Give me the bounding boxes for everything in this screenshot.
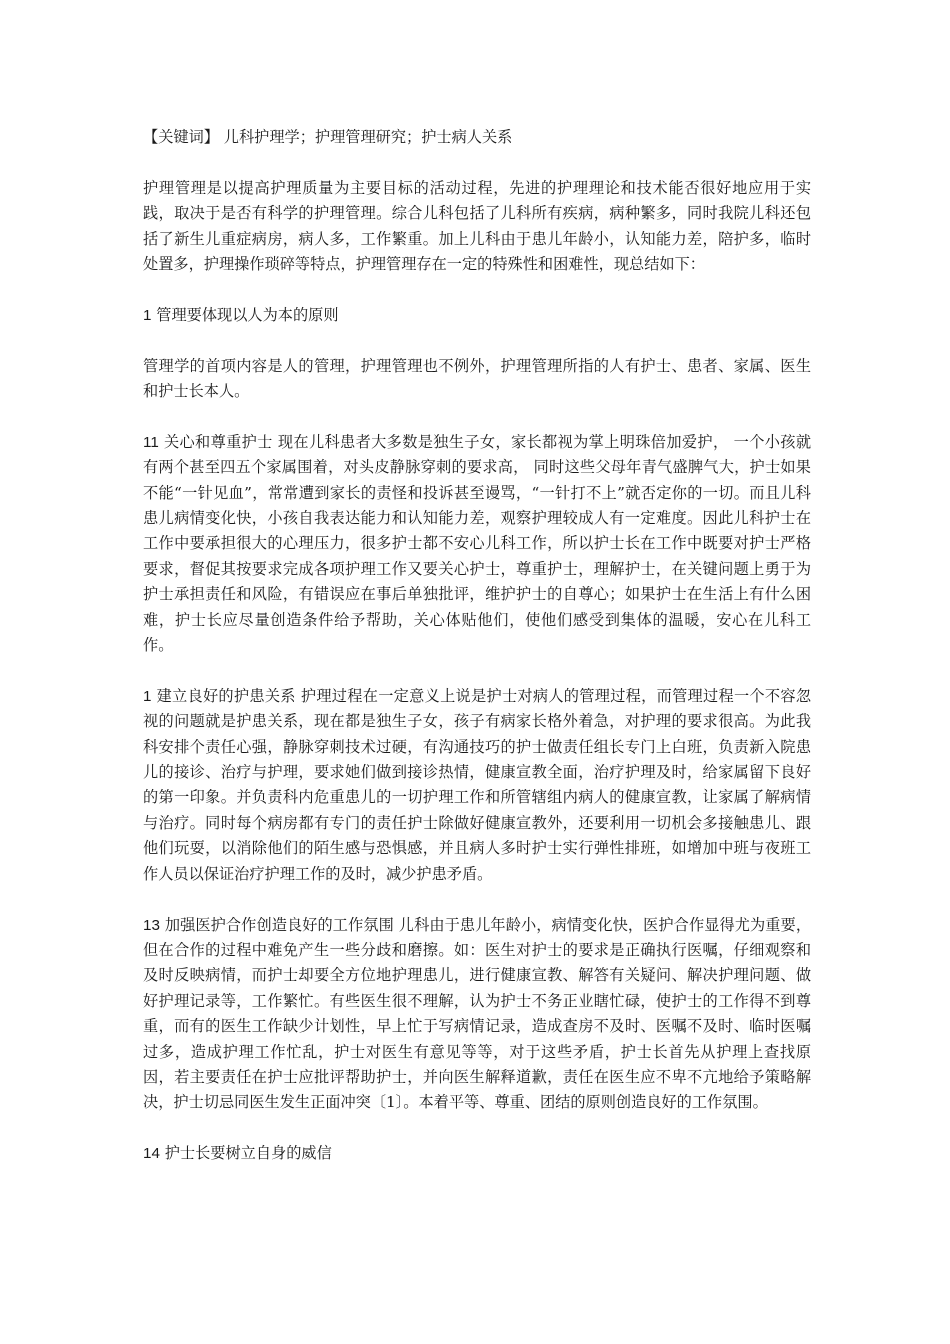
section-1-1-text: 现在儿科患者大多数是独生子女，家长都视为掌上明珠倍加爱护， 一个小孩就有两个甚至四五个家属围着，对头皮静脉穿刺的要求高， 同时这些父母年青气盛脾气大，护士如果不能“一针见血”，常常遭到家长的责怪和投诉甚至谩骂，“一针打不上”就否定你的一切。而且儿科患儿病情变化快，小孩自我表达能力和认知能力差，观察护理较成人有一定难度。因此儿科护士在工作中要承担很大的心理压力，很多护士都不安心儿科工作，所以护士长在工作中既要对护士严格要求，督促其按要求完成各项护理工作又要关心护士，尊重护士，理解护士，在关键问题上勇于为护士承担责任和风险，有错误应在事后单独批评，维护护士的自尊心；如果护士在生活上有什么困难，护士长应尽量创造条件给予帮助，关心体贴他们，使他们感受到集体的温暖，安心在儿科工作。 bbox=[143, 432, 812, 655]
section-1-3-number: 13 bbox=[143, 916, 160, 934]
intro-paragraph: 护理管理是以提高护理质量为主要目标的活动过程，先进的护理理论和技术能否很好地应用于实践，取决于是否有科学的护理管理。综合儿科包括了儿科所有疾病，病种繁多，同时我院儿科还包括了新生儿重症病房，病人多，工作繁重。加上儿科由于患儿年龄小，认知能力差，陪护多，临时处置多，护理操作琐碎等特点，护理管理存在一定的特殊性和困难性，现总结如下： bbox=[143, 178, 811, 274]
section-1-4-number: 14 bbox=[143, 1145, 160, 1163]
section-1-heading bbox=[143, 303, 811, 328]
section-1-paragraph: 管理学的首项内容是人的管理，护理管理也不例外，护理管理所指的人有护士、患者、家属、医生和护士长本人。 bbox=[143, 356, 811, 401]
section-1-3-paragraph bbox=[143, 913, 811, 1116]
section-1-1-title: 关心和尊重护士 bbox=[163, 432, 273, 451]
section-1-4-heading bbox=[143, 1141, 811, 1166]
keywords-line bbox=[143, 125, 811, 150]
section-1-2-paragraph bbox=[143, 684, 811, 887]
section-1-1-paragraph bbox=[143, 430, 811, 659]
section-1-4-title: 护士长要树立自身的威信 bbox=[164, 1144, 332, 1163]
section-1-3-title: 加强医护合作创造良好的工作氛围 bbox=[164, 915, 394, 934]
section-1-2-number: 1 bbox=[143, 687, 152, 705]
section-1-3-text: 儿科由于患儿年龄小，病情变化快，医护合作显得尤为重要，但在合作的过程中难免产生一些分歧和磨擦。如：医生对护士的要求是正确执行医嘱，仔细观察和及时反映病情，而护士却要全方位地护理患儿，进行健康宣教、解答有关疑问、解决护理问题、做好护理记录等，工作繁忙。有些医生很不理解，认为护士不务正业瞎忙碌，使护士的工作得不到尊重，而有的医生工作缺少计划性，早上忙于写病情记录，造成查房不及时、医嘱不及时、临时医嘱过多，造成护理工作忙乱，护士对医生有意见等等，对于这些矛盾，护士长首先从护理上查找原因，若主要责任在护士应批评帮助护士，并向医生解释道歉，责任在医生应不卑不亢地给予策略解决，护士切忌同医生发生正面冲突〔1〕。本着平等、尊重、团结的原则创造良好的工作氛围。 bbox=[143, 915, 812, 1112]
document-page bbox=[143, 125, 811, 1192]
section-1-2-text: 护理过程在一定意义上说是护士对病人的管理过程，而管理过程一个不容忽视的问题就是护患关系，现在都是独生子女，孩子有病家长格外着急，对护理的要求很高。为此我科安排个责任心强，静脉穿刺技术过硬，有沟通技巧的护士做责任组长专门上白班，负责新入院患儿的接诊、治疗与护理，要求她们做到接诊热情，健康宣教全面，治疗护理及时，给家属留下良好的第一印象。并负责科内危重患儿的一切护理工作和所管辖组内病人的健康宣教，让家属了解病情与治疗。同时每个病房都有专门的责任护士除做好健康宣教外，还要利用一切机会多接触患儿、跟他们玩耍，以消除他们的陌生感与恐惧感，并且病人多时护士实行弹性排班，如增加中班与夜班工作人员以保证治疗护理工作的及时，减少护患矛盾。 bbox=[143, 686, 812, 883]
section-1-number: 1 bbox=[143, 306, 152, 324]
section-1-title: 管理要体现以人为本的原则 bbox=[156, 305, 339, 324]
keywords-label: 【关键词】 bbox=[143, 128, 219, 146]
section-1-1-number: 11 bbox=[143, 433, 159, 451]
section-1-2-title: 建立良好的护患关系 bbox=[156, 686, 296, 705]
keywords-text: 儿科护理学；护理管理研究；护士病人关系 bbox=[218, 128, 513, 146]
